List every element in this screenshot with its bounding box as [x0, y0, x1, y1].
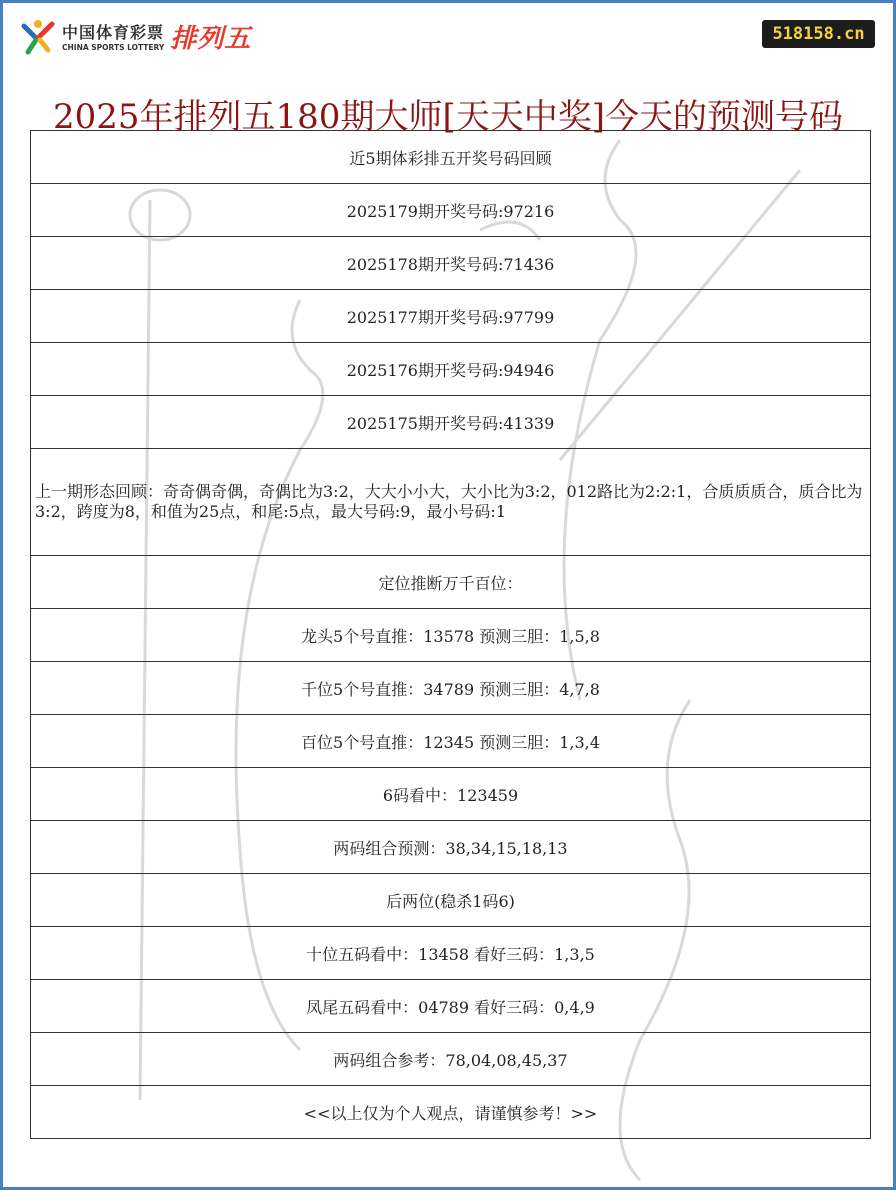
table-row: 6码看中：123459	[31, 768, 871, 821]
table-row: 2025178期开奖号码:71436	[31, 237, 871, 290]
header	[0, 0, 896, 60]
logo-en-text: CHINA SPORTS LOTTERY	[62, 43, 165, 52]
site-badge[interactable]: 518158.cn	[762, 20, 875, 48]
table-row: 上一期形态回顾：奇奇偶奇偶，奇偶比为3:2，大大小小大，大小比为3:2，012路比为2:2:1，合质质质合，质合比为3:2，跨度为8，和值为25点，和尾:5点，最大号码:9，最小号码:1	[31, 449, 871, 556]
table-row: 定位推断万千百位：	[31, 556, 871, 609]
table-row: 2025177期开奖号码:97799	[31, 290, 871, 343]
table-row: <<以上仅为个人观点，请谨慎参考！>>	[31, 1086, 871, 1139]
table-row: 近5期体彩排五开奖号码回顾	[31, 131, 871, 184]
table-row: 十位五码看中：13458 看好三码：1,3,5	[31, 927, 871, 980]
table-row: 后两位(稳杀1码6)	[31, 874, 871, 927]
lottery-logo-icon	[18, 16, 58, 56]
logo-cn-text: 中国体育彩票	[62, 23, 165, 42]
table-row: 2025176期开奖号码:94946	[31, 343, 871, 396]
page-title: 2025年排列五180期大师[天天中奖]今天的预测号码	[53, 96, 843, 137]
table-row: 2025179期开奖号码:97216	[31, 184, 871, 237]
table-row: 龙头5个号直推：13578 预测三胆：1,5,8	[31, 609, 871, 662]
logo-brand-text: 排列五	[170, 23, 252, 54]
table-row: 千位5个号直推：34789 预测三胆：4,7,8	[31, 662, 871, 715]
table-row: 2025175期开奖号码:41339	[31, 396, 871, 449]
table-row: 百位5个号直推：12345 预测三胆：1,3,4	[31, 715, 871, 768]
prediction-table	[30, 130, 871, 1139]
lottery-logo[interactable]	[18, 16, 251, 56]
table-row: 凤尾五码看中：04789 看好三码：0,4,9	[31, 980, 871, 1033]
table-row: 两码组合预测：38,34,15,18,13	[31, 821, 871, 874]
table-row: 两码组合参考：78,04,08,45,37	[31, 1033, 871, 1086]
